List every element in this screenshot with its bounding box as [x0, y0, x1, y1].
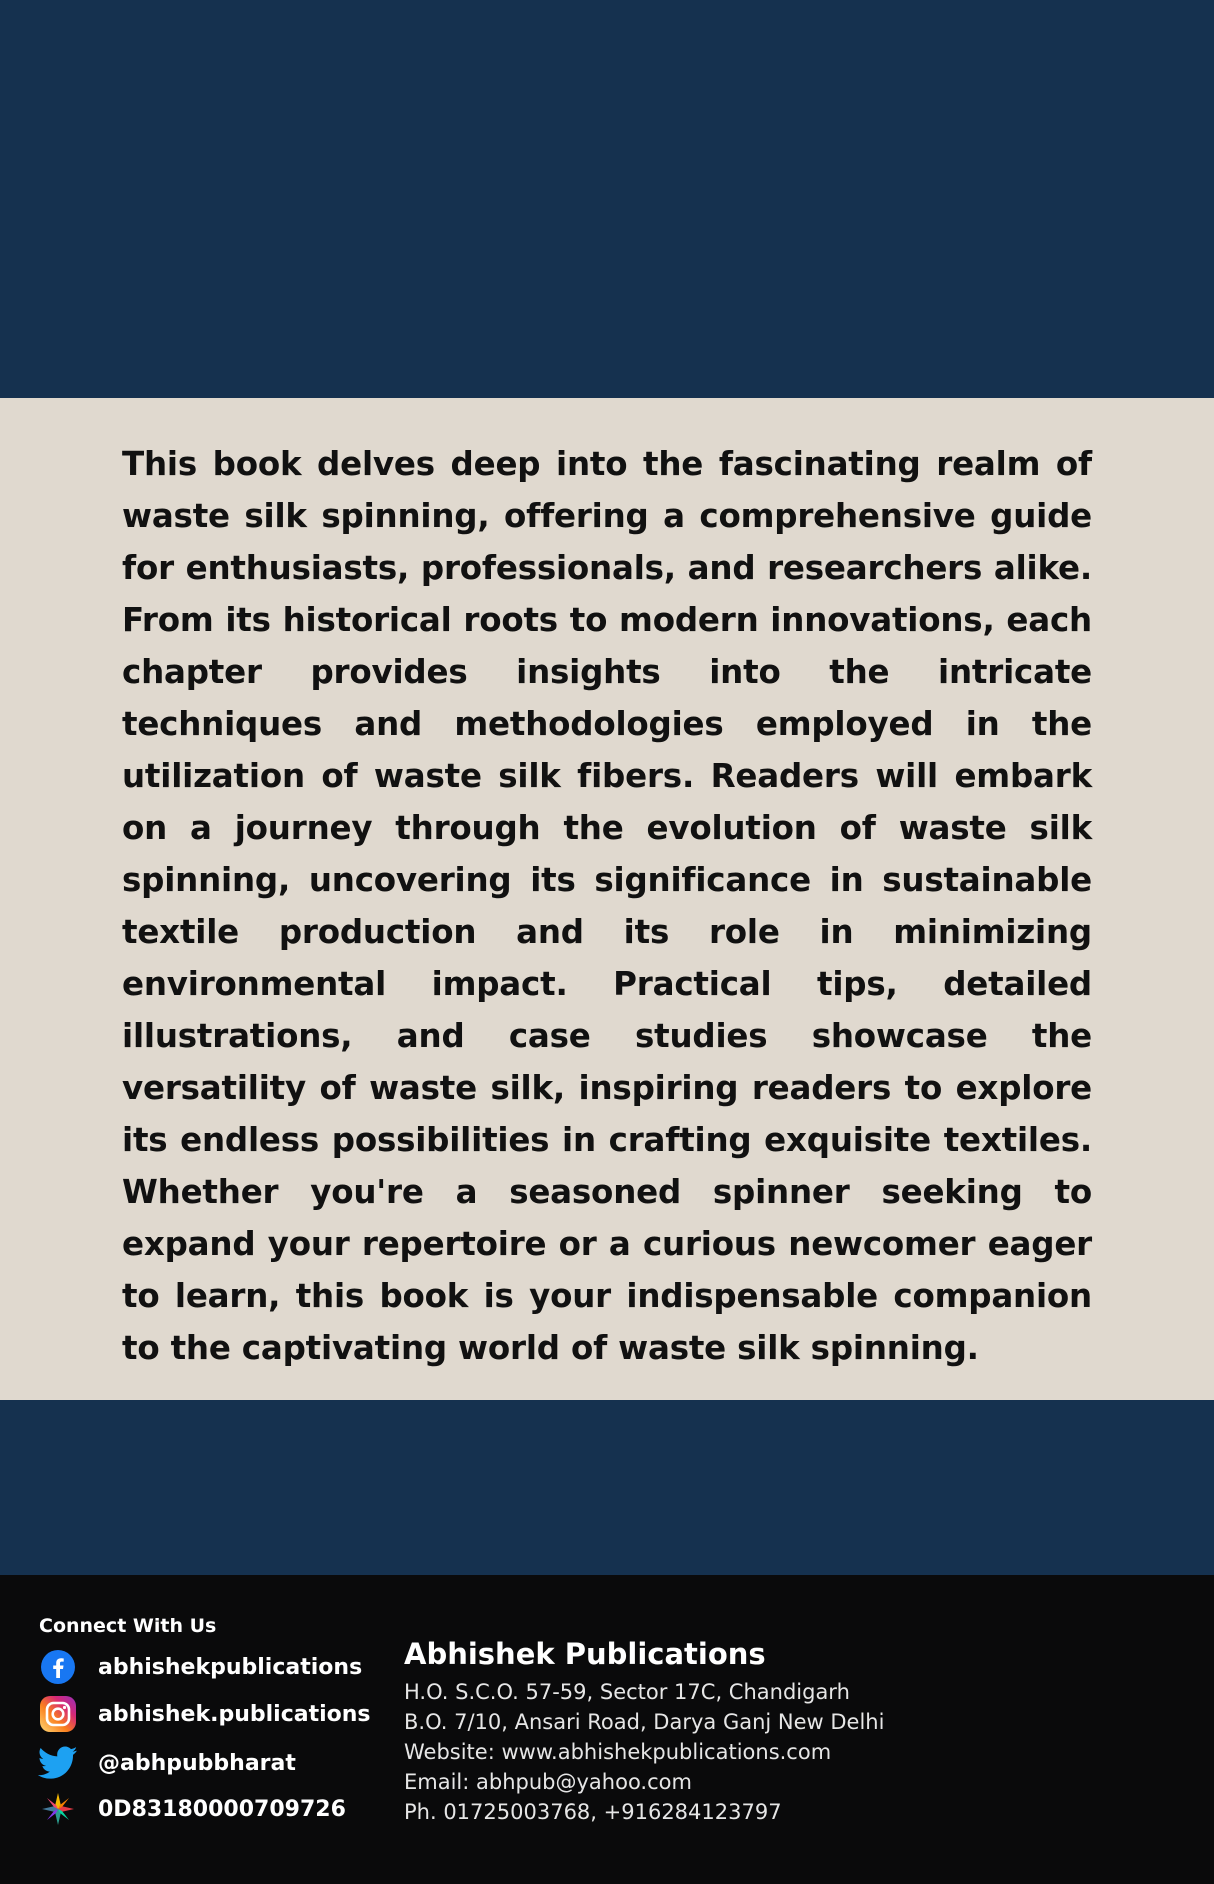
publisher-website[interactable]: Website: www.abhishekpublications.com [404, 1740, 832, 1764]
publisher-name: Abhishek Publications [404, 1637, 766, 1671]
instagram-handle: abhishek.publications [98, 1701, 371, 1727]
lower-cover-band [0, 1400, 1214, 1575]
twitter-icon [38, 1743, 78, 1783]
twitter-handle: @abhpubbharat [98, 1750, 296, 1776]
social-koo[interactable] [38, 1789, 346, 1829]
publisher-phone: Ph. 01725003768, +916284123797 [404, 1800, 782, 1824]
branch-office-address: B.O. 7/10, Ansari Road, Darya Ganj New Delhi [404, 1710, 885, 1734]
social-instagram[interactable] [38, 1694, 371, 1734]
facebook-icon [38, 1647, 78, 1687]
connect-title: Connect With Us [39, 1615, 217, 1637]
facebook-handle: abhishekpublications [98, 1654, 363, 1680]
blurb-panel [0, 398, 1214, 1400]
top-cover-band [0, 0, 1214, 398]
publisher-details [404, 1637, 1184, 1827]
publisher-footer [0, 1575, 1214, 1884]
koo-id: 0D83180000709726 [98, 1796, 346, 1822]
koo-icon [38, 1789, 78, 1829]
social-facebook[interactable] [38, 1647, 362, 1687]
instagram-icon [38, 1694, 78, 1734]
social-twitter[interactable] [38, 1743, 296, 1783]
head-office-address: H.O. S.C.O. 57-59, Sector 17C, Chandigarh [404, 1680, 850, 1704]
book-description: This book delves deep into the fascinating realm of waste silk spinning, offering a comprehensive guide for enthusiasts, professionals, and researchers alike. From its historical roots to modern innovations, each chapter provides insights into the intricate techniques and methodologies employed in the utilization of waste silk fibers. Readers will embark on a journey through the evolution of waste silk spinning, uncovering its significance in sustainable textile production and its role in minimizing environmental impact. Practical tips, detailed illustrations, and case studies showcase the versatility of waste silk, inspiring readers to explore its endless possibilities in crafting exquisite textiles. Whether you're a seasoned spinner seeking to expand your repertoire or a curious newcomer eager to learn, this book is your indispensable companion to the captivating world of waste silk spinning. [122, 445, 1092, 1367]
publisher-email[interactable]: Email: abhpub@yahoo.com [404, 1770, 692, 1794]
